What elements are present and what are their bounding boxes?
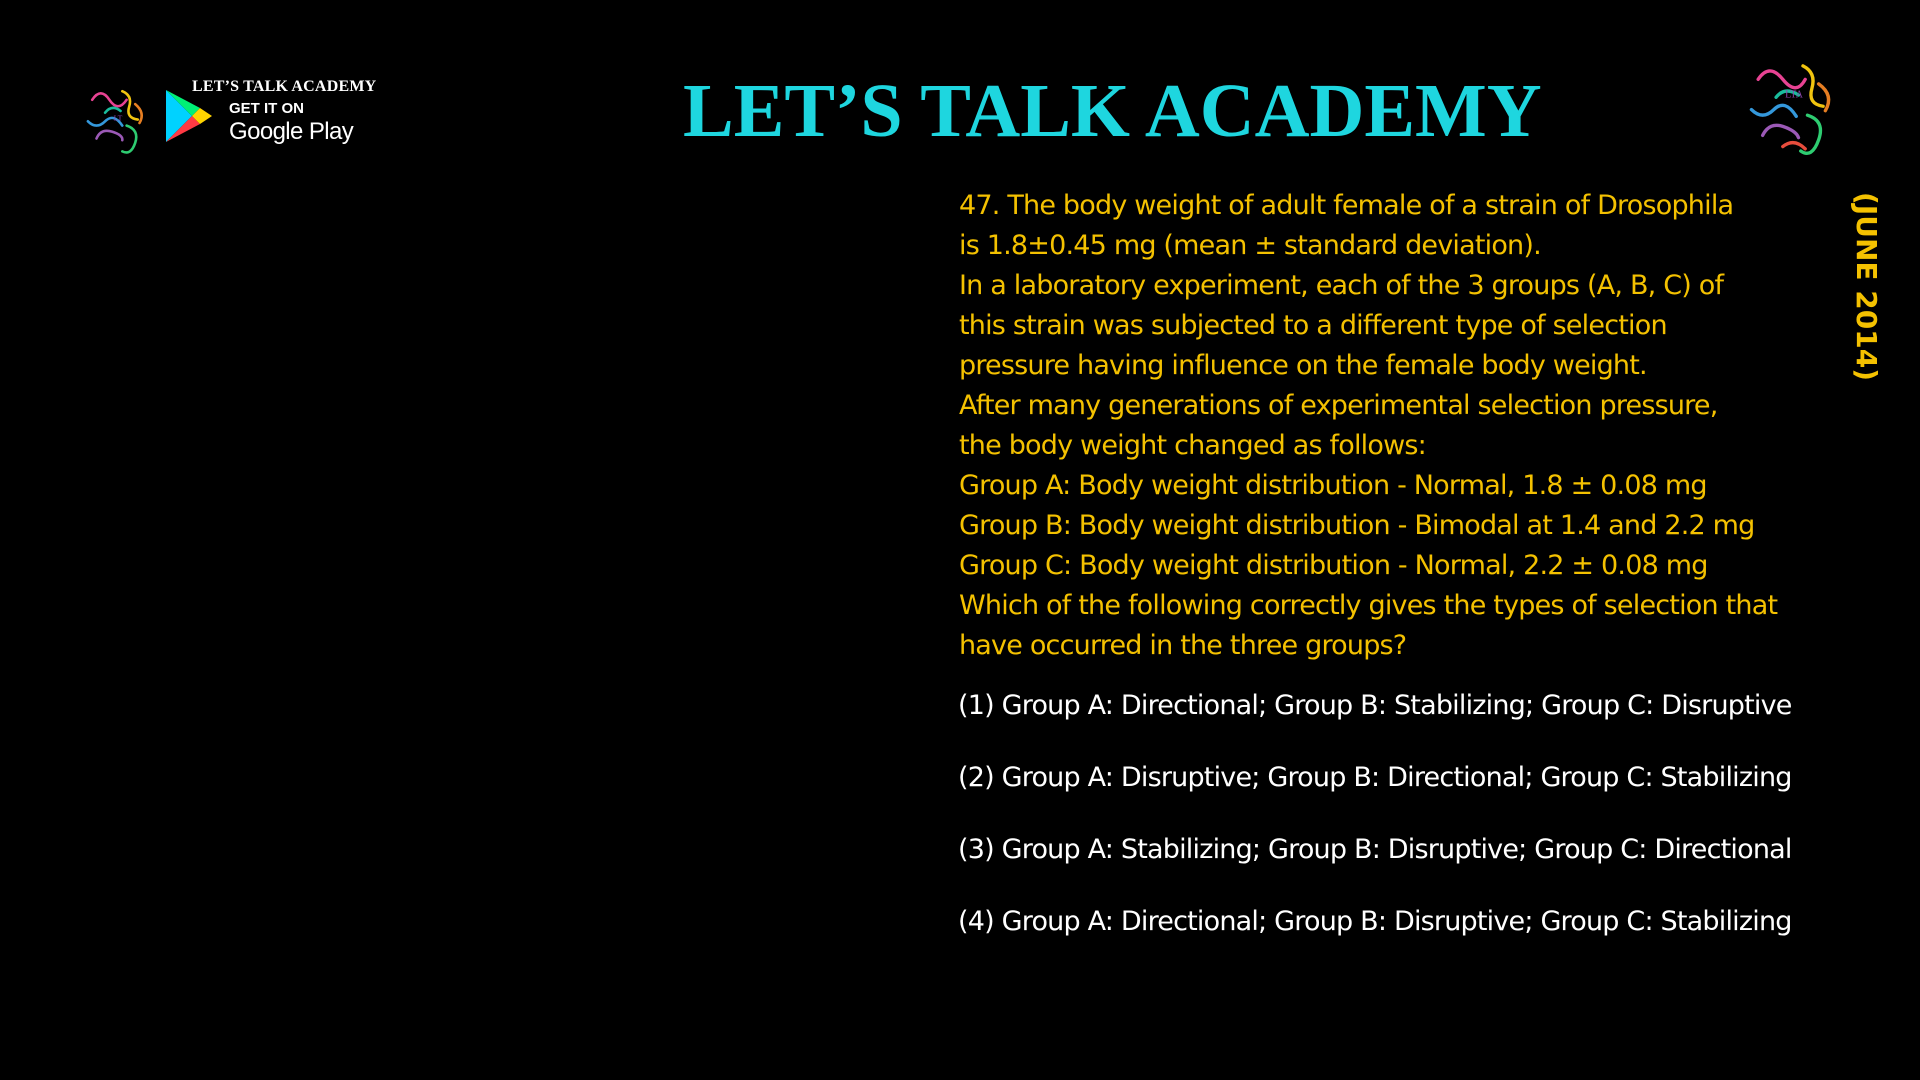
molecular-structure-logo-icon	[74, 74, 162, 160]
exam-session-label: (JUNE 2014)	[1850, 192, 1883, 381]
question-line: Which of the following correctly gives the types of selection that	[959, 590, 1778, 621]
answer-option[interactable]: (4) Group A: Directional; Group B: Disruptive; Group C: Stabilizing	[958, 906, 1792, 937]
google-play-icon	[162, 88, 214, 144]
question-line: Group C: Body weight distribution - Normal, 2.2 ± 0.08 mg	[959, 550, 1708, 581]
question-line: this strain was subjected to a different type of selection	[959, 310, 1667, 341]
question-line: is 1.8±0.45 mg (mean ± standard deviation).	[959, 230, 1541, 261]
answer-options	[958, 686, 1878, 974]
svg-text:LTA: LTA	[1785, 89, 1803, 101]
question-line: 47. The body weight of adult female of a strain of Drosophila	[959, 190, 1734, 221]
page-title: LET’S TALK ACADEMY	[683, 69, 1542, 153]
answer-option[interactable]: (2) Group A: Disruptive; Group B: Directional; Group C: Stabilizing	[958, 762, 1792, 793]
answer-option[interactable]: (1) Group A: Directional; Group B: Stabilizing; Group C: Disruptive	[958, 690, 1792, 721]
question-line: Group B: Body weight distribution - Bimodal at 1.4 and 2.2 mg	[959, 510, 1755, 541]
question-line: the body weight changed as follows:	[959, 430, 1426, 461]
question-line: pressure having influence on the female body weight.	[959, 350, 1647, 381]
badge-store-name: Google Play	[229, 118, 354, 145]
answer-option[interactable]: (3) Group A: Stabilizing; Group B: Disruptive; Group C: Directional	[958, 834, 1792, 865]
question-line: In a laboratory experiment, each of the 3 groups (A, B, C) of	[959, 270, 1724, 301]
molecular-structure-logo-icon	[1738, 48, 1850, 160]
question-line: After many generations of experimental selection pressure,	[959, 390, 1718, 421]
question-text	[959, 186, 1879, 666]
badge-academy-name: LET’S TALK ACADEMY	[192, 78, 377, 95]
question-line: have occurred in the three groups?	[959, 630, 1407, 661]
google-play-badge[interactable]	[162, 78, 422, 158]
svg-text:LT: LT	[113, 113, 123, 123]
question-line: Group A: Body weight distribution - Normal, 1.8 ± 0.08 mg	[959, 470, 1707, 501]
badge-get-it-on: GET IT ON	[229, 100, 304, 117]
